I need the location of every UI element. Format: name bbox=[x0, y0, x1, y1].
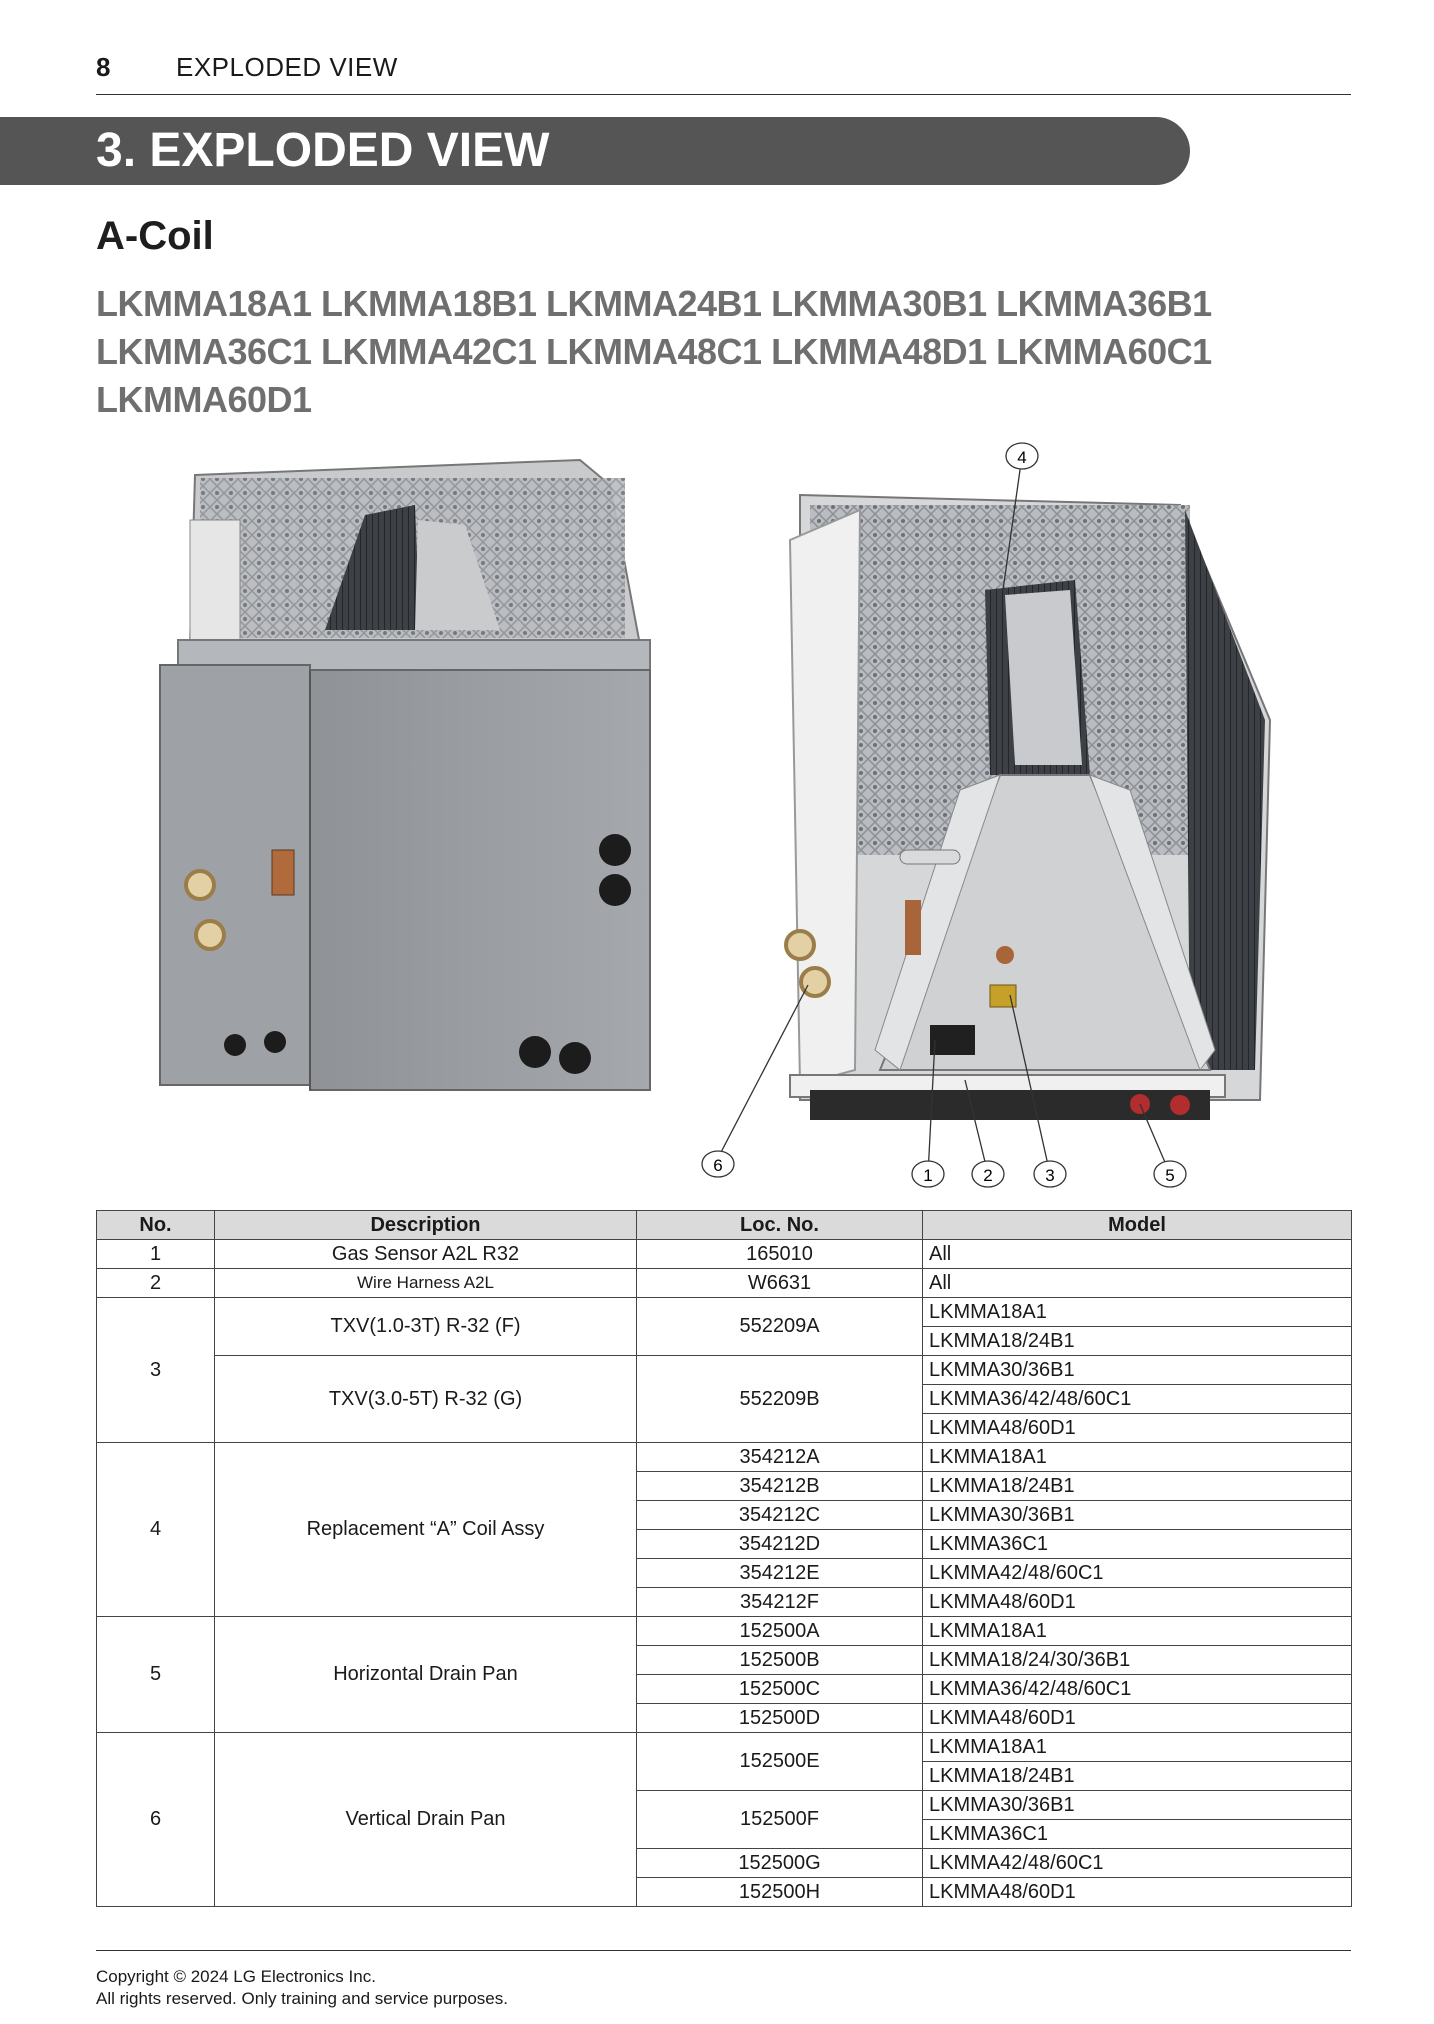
item-model: LKMMA30/36B1 bbox=[923, 1501, 1352, 1530]
table-row bbox=[97, 1617, 1352, 1646]
header-title: EXPLODED VIEW bbox=[176, 52, 398, 82]
item-loc-no: 552209A bbox=[637, 1298, 923, 1356]
svg-text:5: 5 bbox=[1165, 1166, 1175, 1185]
svg-text:4: 4 bbox=[1017, 448, 1027, 467]
table-row bbox=[97, 1269, 1352, 1298]
item-loc-no: 152500E bbox=[637, 1733, 923, 1791]
item-model: LKMMA36C1 bbox=[923, 1530, 1352, 1559]
item-description: Vertical Drain Pan bbox=[215, 1733, 637, 1907]
item-loc-no: 152500H bbox=[637, 1878, 923, 1907]
callout-3 bbox=[1034, 1161, 1066, 1187]
item-loc-no: 152500C bbox=[637, 1675, 923, 1704]
model-list bbox=[96, 280, 1286, 424]
table-row bbox=[97, 1298, 1352, 1327]
item-model: All bbox=[923, 1240, 1352, 1269]
item-no: 2 bbox=[97, 1269, 215, 1298]
item-model: LKMMA48/60D1 bbox=[923, 1878, 1352, 1907]
table-row bbox=[97, 1443, 1352, 1472]
svg-text:2: 2 bbox=[983, 1166, 993, 1185]
column-header-loc-no: Loc. No. bbox=[637, 1211, 923, 1240]
item-loc-no: 354212E bbox=[637, 1559, 923, 1588]
copyright-text: Copyright © 2024 LG Electronics Inc. bbox=[96, 1967, 376, 1986]
item-description: Gas Sensor A2L R32 bbox=[215, 1240, 637, 1269]
item-model: LKMMA18A1 bbox=[923, 1617, 1352, 1646]
rights-text: All rights reserved. Only training and service purposes. bbox=[96, 1989, 508, 2008]
item-no: 4 bbox=[97, 1443, 215, 1617]
item-model: LKMMA36C1 bbox=[923, 1820, 1352, 1849]
item-model: LKMMA18A1 bbox=[923, 1443, 1352, 1472]
callout-1 bbox=[912, 1161, 944, 1187]
model-list-line: LKMMA60D1 bbox=[96, 379, 312, 420]
item-model: LKMMA30/36B1 bbox=[923, 1356, 1352, 1385]
callout-5 bbox=[1154, 1161, 1186, 1187]
table-row bbox=[97, 1733, 1352, 1762]
section-banner bbox=[0, 117, 1190, 185]
item-loc-no: 354212C bbox=[637, 1501, 923, 1530]
section-title: 3. EXPLODED VIEW bbox=[96, 124, 550, 177]
page-number: 8 bbox=[96, 52, 111, 82]
model-list-line: LKMMA18A1 LKMMA18B1 LKMMA24B1 LKMMA30B1 LKMMA36B1 bbox=[96, 283, 1212, 324]
item-model: LKMMA18/24B1 bbox=[923, 1762, 1352, 1791]
item-loc-no: 354212F bbox=[637, 1588, 923, 1617]
item-no: 6 bbox=[97, 1733, 215, 1907]
item-loc-no: 152500D bbox=[637, 1704, 923, 1733]
item-description: TXV(3.0-5T) R-32 (G) bbox=[215, 1356, 637, 1443]
item-loc-no: 152500F bbox=[637, 1791, 923, 1849]
table-row bbox=[97, 1240, 1352, 1269]
item-model: LKMMA42/48/60C1 bbox=[923, 1849, 1352, 1878]
item-model: LKMMA18/24B1 bbox=[923, 1327, 1352, 1356]
item-model: LKMMA18A1 bbox=[923, 1733, 1352, 1762]
callout-6 bbox=[702, 1151, 734, 1177]
item-loc-no: 152500G bbox=[637, 1849, 923, 1878]
item-model: LKMMA18A1 bbox=[923, 1298, 1352, 1327]
item-loc-no: 552209B bbox=[637, 1356, 923, 1443]
item-model: All bbox=[923, 1269, 1352, 1298]
callout-4 bbox=[1006, 443, 1038, 469]
item-model: LKMMA42/48/60C1 bbox=[923, 1559, 1352, 1588]
page-header bbox=[96, 48, 1351, 95]
item-loc-no: 152500A bbox=[637, 1617, 923, 1646]
column-header-no: No. bbox=[97, 1211, 215, 1240]
svg-text:6: 6 bbox=[713, 1156, 723, 1175]
exploded-view-figure bbox=[0, 430, 1434, 1200]
item-no: 3 bbox=[97, 1298, 215, 1443]
svg-text:1: 1 bbox=[923, 1166, 933, 1185]
model-list-line: LKMMA36C1 LKMMA42C1 LKMMA48C1 LKMMA48D1 LKMMA60C1 bbox=[96, 331, 1212, 372]
item-loc-no: W6631 bbox=[637, 1269, 923, 1298]
table-row bbox=[97, 1356, 1352, 1385]
svg-text:3: 3 bbox=[1045, 1166, 1055, 1185]
item-description: Horizontal Drain Pan bbox=[215, 1617, 637, 1733]
item-description: Wire Harness A2L bbox=[215, 1269, 637, 1298]
item-no: 1 bbox=[97, 1240, 215, 1269]
item-loc-no: 354212A bbox=[637, 1443, 923, 1472]
item-no: 5 bbox=[97, 1617, 215, 1733]
item-model: LKMMA36/42/48/60C1 bbox=[923, 1675, 1352, 1704]
coil-cabinet-front bbox=[160, 460, 650, 1090]
item-model: LKMMA18/24B1 bbox=[923, 1472, 1352, 1501]
item-description: TXV(1.0-3T) R-32 (F) bbox=[215, 1298, 637, 1356]
coil-cabinet-open bbox=[786, 495, 1270, 1120]
footer bbox=[96, 1966, 508, 2010]
column-header-description: Description bbox=[215, 1211, 637, 1240]
item-loc-no: 165010 bbox=[637, 1240, 923, 1269]
item-model: LKMMA30/36B1 bbox=[923, 1791, 1352, 1820]
column-header-model: Model bbox=[923, 1211, 1352, 1240]
item-model: LKMMA48/60D1 bbox=[923, 1588, 1352, 1617]
item-description: Replacement “A” Coil Assy bbox=[215, 1443, 637, 1617]
item-model: LKMMA18/24/30/36B1 bbox=[923, 1646, 1352, 1675]
subsection-title: A-Coil bbox=[96, 214, 214, 258]
item-loc-no: 354212D bbox=[637, 1530, 923, 1559]
item-model: LKMMA48/60D1 bbox=[923, 1414, 1352, 1443]
parts-table bbox=[96, 1210, 1352, 1907]
item-loc-no: 152500B bbox=[637, 1646, 923, 1675]
item-loc-no: 354212B bbox=[637, 1472, 923, 1501]
item-model: LKMMA48/60D1 bbox=[923, 1704, 1352, 1733]
table-header-row bbox=[97, 1211, 1352, 1240]
callout-2 bbox=[972, 1161, 1004, 1187]
item-model: LKMMA36/42/48/60C1 bbox=[923, 1385, 1352, 1414]
footer-divider bbox=[96, 1950, 1351, 1951]
